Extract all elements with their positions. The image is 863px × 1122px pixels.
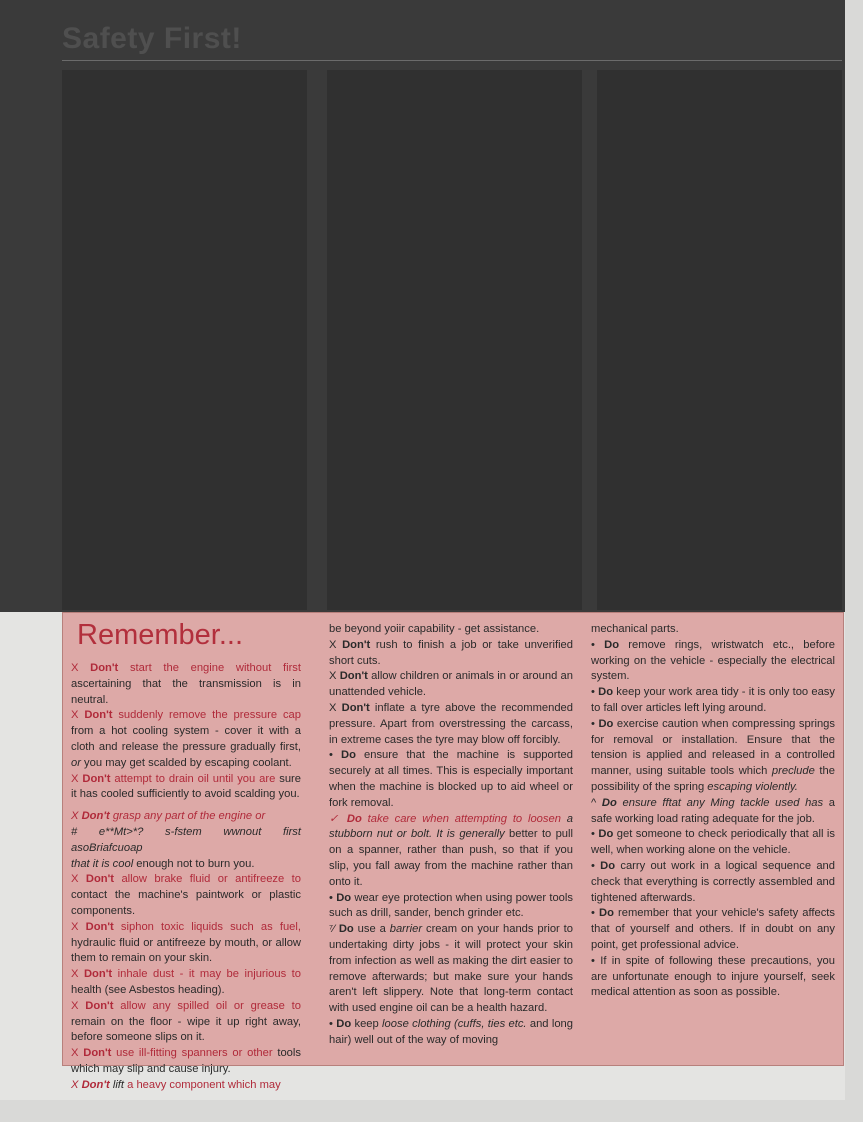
list-item: • Do get someone to check periodically that all is well, when working alone on the vehicle. [591, 828, 835, 857]
list-item: be beyond yoiir capability - get assistance. [329, 623, 540, 635]
list-item: • Do keep your work area tidy - it is only too easy to fall over articles left lying around. [591, 686, 835, 714]
list-item: • Do remove rings, wristwatch etc., before working on the vehicle - especially the electrical system. [591, 638, 835, 683]
list-item: X Don't siphon toxic liquids such as fuel, hydraulic fluid or antifreeze by mouth, or allow them to remain on your skin. [71, 920, 301, 965]
list-item: X Don't allow brake fluid or antifreeze to contact the machine's paintwork or plastic components. [71, 873, 301, 917]
text-column-shade-3 [597, 70, 842, 610]
remember-panel [62, 612, 844, 1091]
header-rule [62, 60, 842, 61]
list-item: • Do keep loose clothing (cuffs, ties etc. and long hair) well out of the way of moving [329, 1017, 573, 1046]
list-item: X Don't inflate a tyre above the recommended pressure. Apart from overstressing the carcass, in extreme cases the tyre may blow off forcibly. [329, 701, 573, 746]
remember-column-3 [591, 622, 835, 1001]
list-item: X Don't start the engine without first ascertaining that the transmission is in neutral. [71, 662, 301, 706]
remember-title: Remember... [77, 619, 243, 651]
remember-column-2 [329, 622, 573, 1049]
text-column-shade-1 [62, 70, 307, 610]
remember-column-1 [71, 661, 301, 1094]
list-item: X Don't inhale dust - it may be injurious to health (see Asbestos heading). [71, 968, 301, 996]
list-item: • Do carry out work in a logical sequence and check that everything is correctly assembled and tightened afterwards. [591, 859, 835, 904]
list-item: • Do wear eye protection when using power tools such as drill, sander, bench grinder etc. [329, 891, 573, 920]
list-item: mechanical parts. [591, 623, 679, 635]
list-item: X Don't suddenly remove the pressure cap from a hot cooling system - cover it with a cloth and release the pressure gradually first, or you may get scalded by escaping coolant. [71, 709, 301, 769]
list-item: • Do remember that your vehicle's safety affects that of yourself and others. If in doubt on any point, get professional advice. [591, 907, 835, 951]
list-item: X Don't allow any spilled oil or grease to remain on the floor - wipe it up right away, before someone slips on it. [71, 999, 301, 1044]
list-item: X Don't lift a heavy component which may [71, 1078, 281, 1091]
list-item: X Don't rush to finish a job or take unverified short cuts. [329, 638, 573, 667]
list-item: ⁷⁄ Do use a barrier cream on your hands prior to undertaking dirty jobs - it will protect your skin from infection as well as making the dirt easier to remove afterwards; but make sure your hands aren't left slippery. Note that long-term contact with used engine oil can be a health hazard. [329, 923, 574, 1015]
list-item: • Do ensure that the machine is supported securely at all times. This is especially important when the machine is blocked up to aid wheel or fork removal. [329, 749, 573, 809]
list-item: X Don't use ill-fitting spanners or other tools which may slip and cause injury. [71, 1047, 301, 1075]
list-item: ^ Do ensure fftat any Ming tackle used has a safe working load rating adequate for the job. [591, 796, 836, 825]
list-item: ✓ Do take care when attempting to loosen a stubborn nut or bolt. It is generally better to pull on a spanner, rather than push, so that if you slip, you fall away from the machine rather than onto it. [329, 812, 573, 888]
text-column-shade-2 [327, 70, 582, 610]
list-item: X Don't grasp any part of the engine or # e**Mt>*? s-fstem wwnout first asoBriafcuoap that it is cool enough not to burn you. [71, 810, 301, 870]
page-header-title: Safety First! [62, 22, 242, 55]
list-item: X Don't attempt to drain oil until you are sure it has cooled sufficiently to avoid scalding you. [71, 772, 301, 801]
list-item: X Don't allow children or animals in or around an unattended vehicle. [329, 670, 573, 699]
list-item: • If in spite of following these precautions, you are unfortunate enough to injure yourself, seek medical attention as soon as possible. [591, 954, 835, 999]
list-item: • Do exercise caution when compressing springs for removal or installation. Ensure that the tension is applied and released in a controlled manner, using suitable tools which preclude the possibility of the spring escaping violently. [591, 717, 835, 793]
